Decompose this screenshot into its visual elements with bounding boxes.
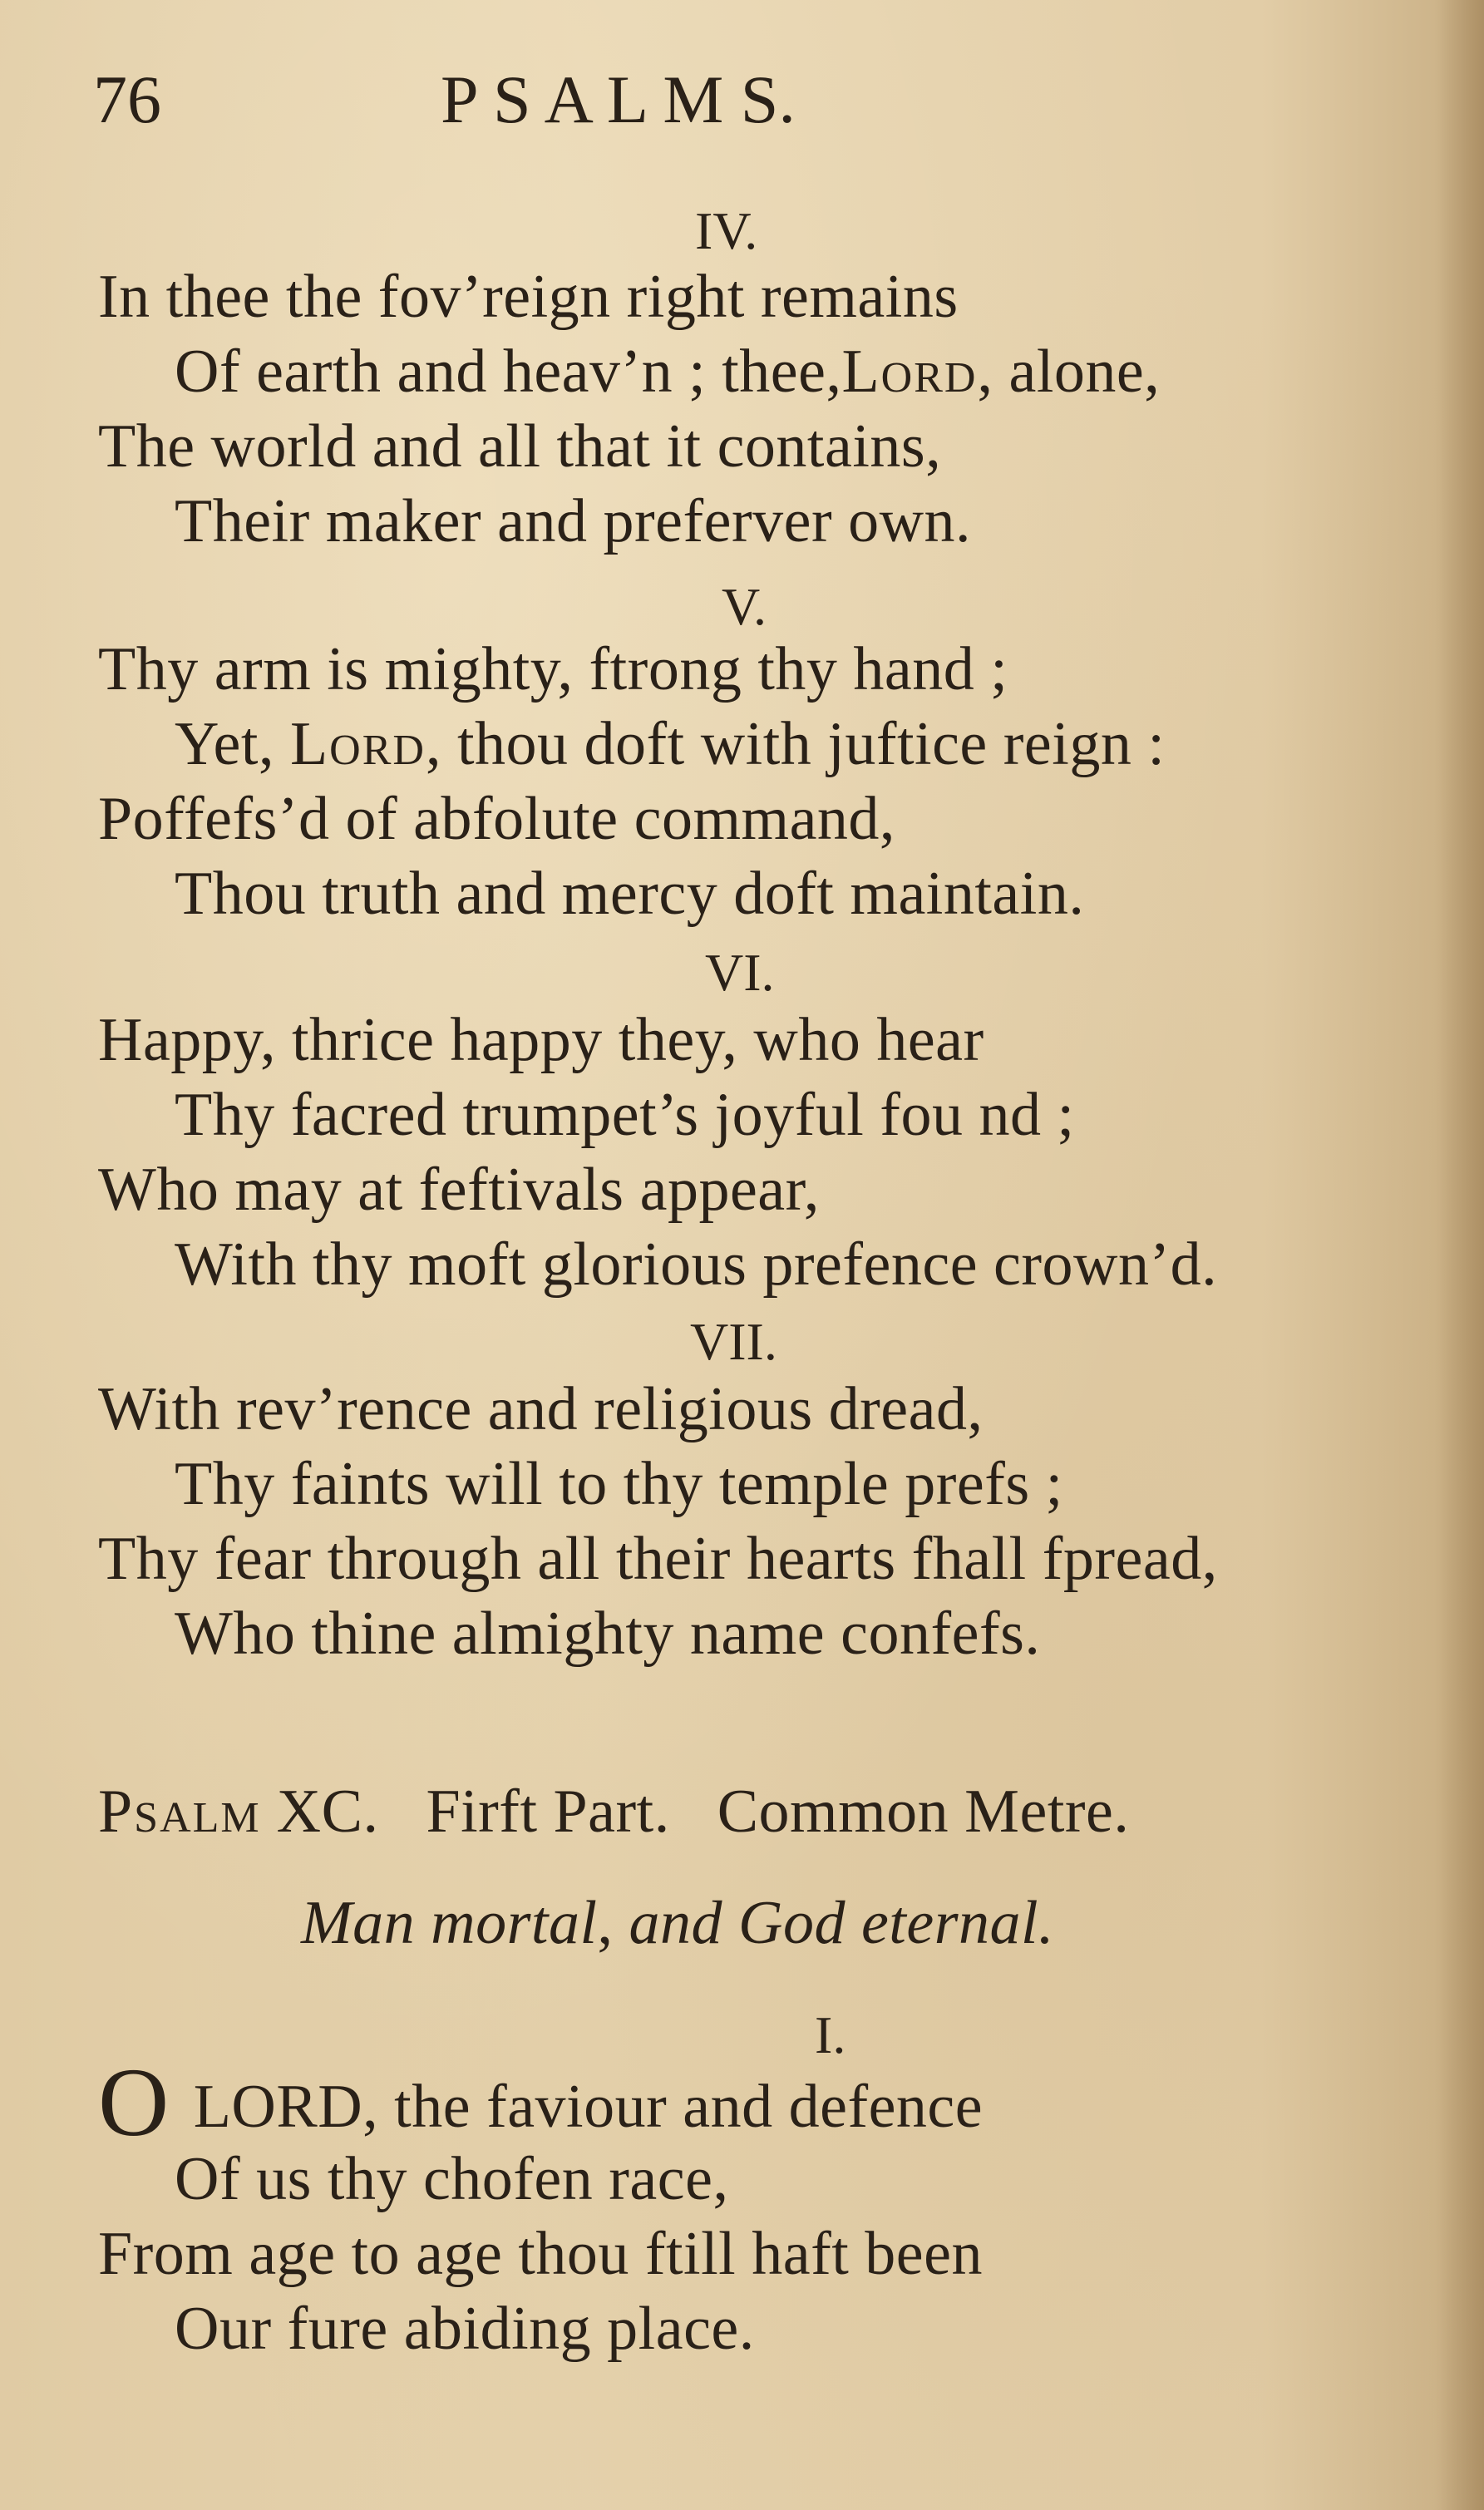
verse-line: Poffefs’d of abfolute command, xyxy=(98,785,895,853)
verse-line: Who thine almighty name confefs. xyxy=(175,1600,1041,1668)
verse-line: Thy fear through all their hearts fhall fpread, xyxy=(98,1525,1218,1593)
page-edge-shadow xyxy=(1434,0,1484,2510)
drop-cap: O xyxy=(98,2048,170,2157)
psalm-word: Psalm xyxy=(98,1778,261,1846)
verse-line: Of us thy chofen race, xyxy=(175,2145,729,2213)
verse-line: Thou truth and mercy doft maintain. xyxy=(175,860,1085,928)
page-number: 76 xyxy=(93,62,161,137)
lord-small-caps: Lord xyxy=(841,338,978,406)
verse-line: Thy arm is mighty, ftrong thy hand ; xyxy=(98,635,1008,703)
verse-line: The world and all that it contains, xyxy=(98,412,942,481)
verse-line: Thy facred trumpet’s joyful fou nd ; xyxy=(175,1081,1075,1149)
psalm-subtitle: Man mortal, and God eternal. xyxy=(301,1889,1055,1957)
lord-small-caps: Lord xyxy=(289,710,426,778)
verse-line: With thy moft glorious prefence crown’d. xyxy=(175,1230,1218,1299)
verse-line: Of earth and heav’n ; thee,Lord, alone, xyxy=(175,338,1161,406)
verse-line: With rev’rence and religious dread, xyxy=(98,1375,984,1443)
verse-line: Our fure abiding place. xyxy=(175,2295,755,2363)
stanza-numeral-v: V. xyxy=(722,577,767,636)
verse-line: Happy, thrice happy they, who hear xyxy=(98,1006,984,1074)
stanza-numeral-i: I. xyxy=(815,2005,846,2064)
verse-line: From age to age thou ftill haft been xyxy=(98,2220,983,2288)
running-title: P S A L M S. xyxy=(441,62,796,137)
stanza-numeral-vi: VI. xyxy=(705,943,775,1002)
stanza-numeral-iv: IV. xyxy=(695,201,758,260)
verse-line: In thee the fov’reign right remains xyxy=(98,263,959,331)
verse-line: Thy faints will to thy temple prefs ; xyxy=(175,1450,1063,1518)
psalm-heading: Psalm XC. Firft Part. Common Metre. xyxy=(98,1778,1130,1846)
verse-line: O LORD, the faviour and defence xyxy=(98,2048,984,2157)
verse-line: Yet, Lord, thou doft with juftice reign : xyxy=(175,710,1166,778)
stanza-numeral-vii: VII. xyxy=(690,1312,777,1371)
verse-line: Who may at feftivals appear, xyxy=(98,1156,820,1224)
verse-line: Their maker and preferver own. xyxy=(175,487,972,555)
